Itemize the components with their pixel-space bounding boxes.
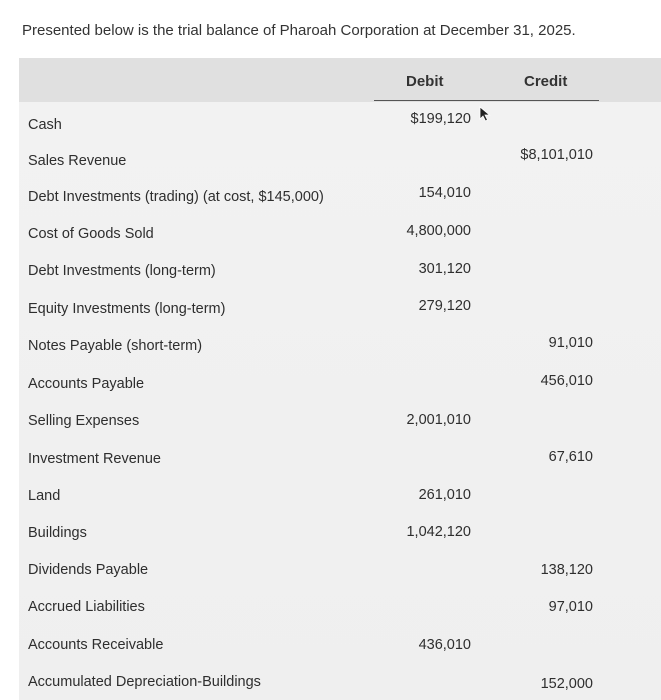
debit-amount: 261,010 — [418, 487, 471, 503]
trial-balance-table — [19, 58, 661, 700]
debit-amount: 4,800,000 — [406, 223, 471, 239]
debit-amount: 2,001,010 — [406, 412, 471, 428]
mouse-pointer-icon — [479, 106, 491, 122]
row-label: Accounts Payable — [28, 376, 145, 392]
table-header — [19, 58, 661, 102]
row-label: Accrued Liabilities — [28, 599, 145, 615]
row-label: Dividends Payable — [28, 562, 149, 578]
row-label: Accumulated Depreciation-Buildings — [28, 674, 261, 690]
row-label: Equity Investments (long-term) — [28, 301, 226, 317]
debit-column-header: Debit — [406, 73, 444, 90]
row-label: Selling Expenses — [28, 413, 140, 429]
row-label: Notes Payable (short-term) — [28, 338, 203, 354]
row-label: Cost of Goods Sold — [28, 226, 154, 242]
debit-amount: $199,120 — [410, 111, 471, 127]
row-label: Debt Investments (long-term) — [28, 263, 216, 279]
credit-amount: 138,120 — [540, 562, 593, 578]
credit-amount: 67,610 — [548, 449, 593, 465]
debit-header-rule — [374, 100, 494, 101]
debit-amount: 154,010 — [418, 185, 471, 201]
row-label: Investment Revenue — [28, 451, 161, 467]
row-label: Sales Revenue — [28, 153, 127, 169]
credit-amount: 152,000 — [540, 676, 593, 692]
debit-amount: 279,120 — [418, 298, 471, 314]
row-label: Buildings — [28, 525, 87, 541]
credit-amount: 456,010 — [540, 373, 593, 389]
debit-amount: 436,010 — [418, 637, 471, 653]
credit-amount: $8,101,010 — [520, 147, 593, 163]
row-label: Land — [28, 488, 61, 504]
credit-amount: 97,010 — [548, 599, 593, 615]
debit-amount: 1,042,120 — [406, 524, 471, 540]
debit-amount: 301,120 — [418, 261, 471, 277]
row-label: Accounts Receivable — [28, 637, 164, 653]
row-label: Cash — [28, 117, 62, 133]
intro-text: Presented below is the trial balance of Pharoah Corporation at December 31, 2025. — [22, 22, 576, 39]
credit-amount: 91,010 — [548, 335, 593, 351]
credit-column-header: Credit — [524, 73, 568, 90]
row-label: Debt Investments (trading) (at cost, $145,000) — [28, 189, 324, 205]
credit-header-rule — [493, 100, 599, 101]
